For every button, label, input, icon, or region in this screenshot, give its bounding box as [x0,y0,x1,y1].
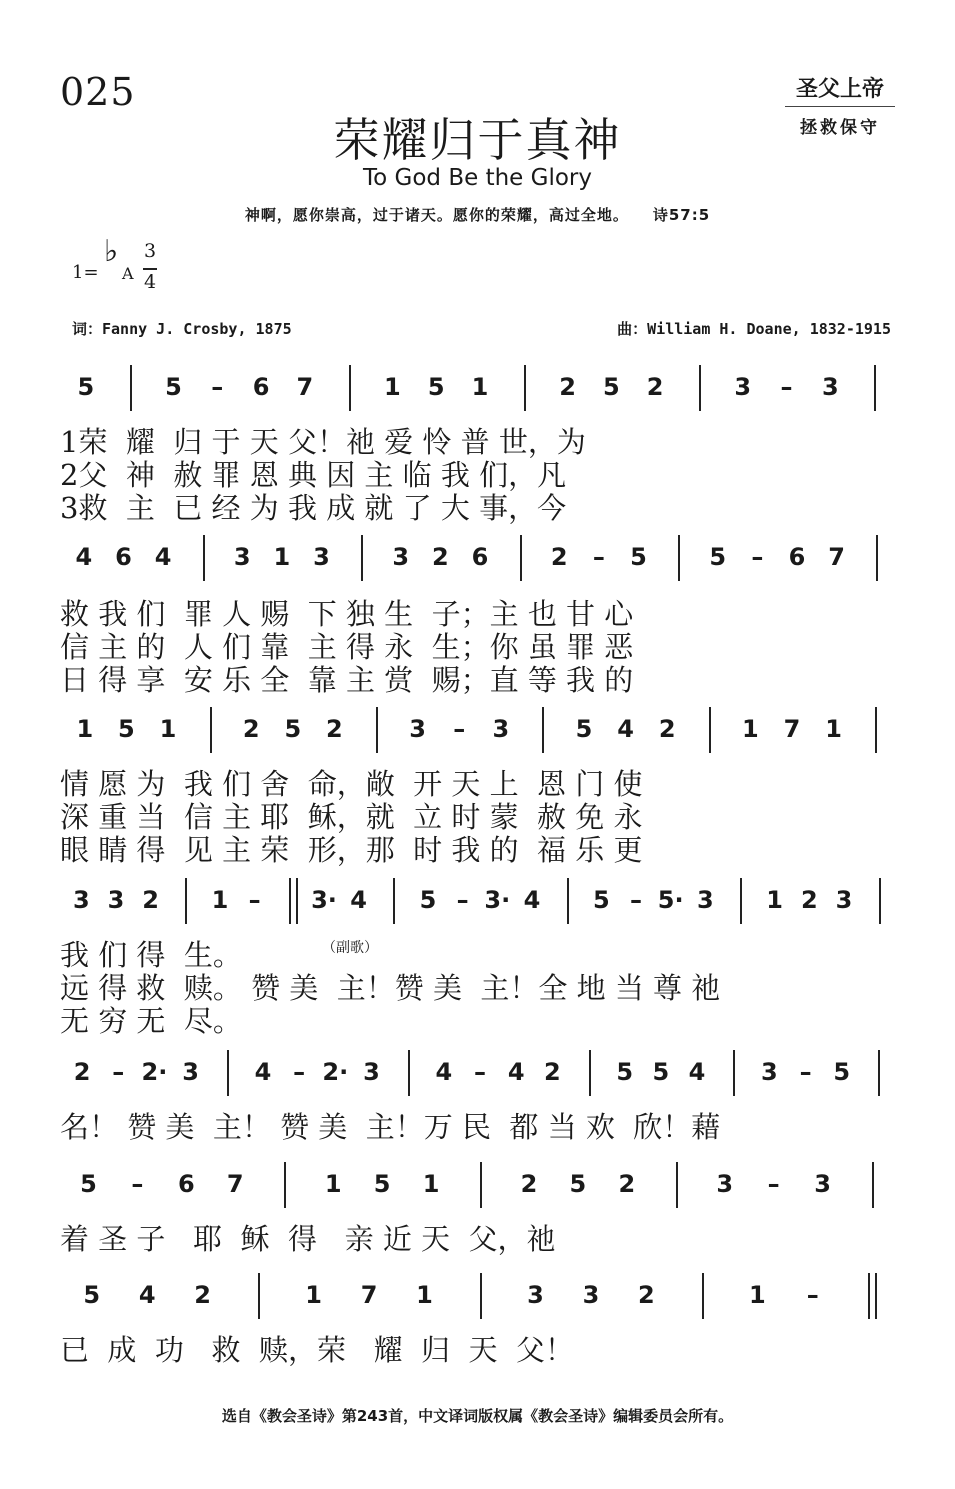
note: 2 [432,543,449,571]
lyrics-block [60,1217,900,1256]
note: – [630,886,642,914]
barline [480,1162,482,1208]
composer: 曲：William H. Doane, 1832-1915 [617,320,891,338]
note: 5 [77,373,95,401]
barline [702,1273,704,1319]
lyrics-block [60,592,900,697]
note: 2 [658,715,676,743]
note: 2 [520,1170,538,1198]
barline [520,535,522,581]
note: 7 [360,1281,378,1309]
note: 3 [363,1058,380,1086]
note: 2 [550,543,568,571]
note: 2 [559,373,576,401]
notation-row [64,1050,896,1096]
note: – [456,886,469,914]
category-main: 圣父上帝 [785,72,895,107]
note: 5 [373,1170,391,1198]
hymn-title: 荣耀归于真神 [333,113,622,167]
note: 6 [788,543,806,571]
note: 6 [115,543,132,571]
note: 6 [177,1170,195,1198]
barline [480,1273,482,1319]
note: 3 [761,1058,778,1086]
note: 7 [783,715,801,743]
note: 2 [73,1058,91,1086]
note: 3 [313,543,330,571]
note: 5 [569,1170,587,1198]
note: 5 [603,373,620,401]
barline [589,1050,591,1096]
note: – [453,715,466,743]
lyric-line: 已 成 功 救 赎，荣 耀 归 天 父！ [60,1333,574,1367]
barline [874,365,876,411]
footer-note: 选自《教会圣诗》第243首，中文译词版权属《教会圣诗》编辑委员会所有。 [221,1407,734,1425]
lyric-line: 救 我 们 罪 人 赐 下 独 生 子；主 也 甘 心 [60,597,634,631]
note: 1 [305,1281,322,1309]
flat-icon: ♭ [104,234,119,269]
note: 5 [427,373,445,401]
scripture-verse [0,204,955,225]
note: 1 [159,715,177,743]
lyric-line: 3救 主 已 经 为 我 成 就 了 大 事，今 [60,491,567,525]
note: 3 [821,373,839,401]
note: 3 [835,886,853,914]
barline [408,1050,410,1096]
note: 4 [688,1058,706,1086]
barline [393,878,395,924]
note: 7 [296,373,314,401]
note: 3 [392,543,410,571]
note: 4 [523,886,541,914]
barline [709,707,711,753]
lyric-line: 信 主 的 人 们 靠 主 得 永 生；你 虽 罪 恶 [60,630,634,664]
note: – [112,1058,125,1086]
note: 2· [322,1058,349,1086]
lyric-line: 深 重 当 信 主 耶 稣，就 立 时 蒙 赦 免 永 [60,800,643,834]
note: 3 [716,1170,734,1198]
barline [130,365,132,411]
note: 4 [254,1058,272,1086]
note: 5 [118,715,135,743]
key-prefix: 1= [72,262,99,283]
note: 4 [507,1058,525,1086]
key-letter: A [122,264,134,283]
note: 1 [742,715,759,743]
lyric-line: 名！ 赞 美 主！ 赞 美 主！万 民 都 当 欢 欣！藉 [60,1110,721,1144]
note: 3· [484,886,511,914]
note: 5 [709,543,727,571]
note: 7 [226,1170,244,1198]
barline [284,1162,286,1208]
time-denominator: 4 [144,271,157,293]
note: 3 [582,1281,600,1309]
note: 1 [273,543,291,571]
lyricist: 词：Fanny J. Crosby, 1875 [72,320,292,338]
notation-row [64,535,896,581]
note: 5 [80,1170,97,1198]
note: – [592,543,605,571]
lyric-line: 着 圣 子 耶 稣 得 亲 近 天 父，祂 [60,1222,556,1256]
notation-row [64,1162,896,1208]
category-sub: 拯救保守 [800,118,880,138]
double-barline [868,1273,877,1319]
note: – [131,1170,144,1198]
note: 5 [165,373,182,401]
note: 2 [326,715,343,743]
barline [185,878,187,924]
note: – [780,373,793,401]
note: 5 [652,1058,670,1086]
lyric-line: 无 穷 无 尽。 [60,1004,242,1038]
note: 1 [748,1281,766,1309]
double-barline [289,878,298,924]
notation-row [64,365,896,411]
notation-row [64,707,896,753]
note: 5 [616,1058,634,1086]
lyric-line: 眼 睛 得 见 主 荣 形，那 时 我 的 福 乐 更 [60,833,643,867]
note: 1 [471,373,489,401]
barline [872,1162,874,1208]
barline [203,535,205,581]
credits [72,318,891,339]
note: 3 [492,715,510,743]
note: 3 [527,1281,544,1309]
note: 3 [734,373,752,401]
note: 1 [416,1281,433,1309]
note: 1 [211,886,229,914]
note: 1 [766,886,784,914]
note: 3· [311,886,337,914]
note: 3 [233,543,251,571]
barline [258,1273,260,1319]
lyrics-block [60,933,900,1038]
note: 2 [194,1281,212,1309]
note: 4 [435,1058,453,1086]
time-fraction-line [143,268,157,270]
note: – [293,1058,306,1086]
note: 5 [575,715,593,743]
note: 6 [252,373,270,401]
notation-row [64,878,896,924]
note: – [248,886,261,914]
barline [567,878,569,924]
note: 5 [833,1058,851,1086]
note: 2 [242,715,260,743]
note: 3 [182,1058,199,1086]
note: – [806,1281,819,1309]
lyric-line: 我 们 得 生。 [60,938,242,972]
note: 3 [814,1170,831,1198]
barline [878,1050,880,1096]
note: 2 [800,886,818,914]
lyrics-block [60,1328,900,1367]
barline [542,707,544,753]
barline [676,1162,678,1208]
hymn-subtitle: To God Be the Glory [363,165,592,191]
lyric-line: 日 得 享 安 乐 全 靠 主 赏 赐；直 等 我 的 [60,663,634,697]
chorus-label: （副歌） [322,940,378,956]
lyric-line: 2父 神 赦 罪 恩 典 因 主 临 我 们，凡 [60,458,567,492]
note: 3 [696,886,714,914]
note: 4 [350,886,368,914]
barline [361,535,363,581]
lyric-line: 情 愿 为 我 们 舍 命，敞 开 天 上 恩 门 使 [60,767,643,801]
note: – [751,543,764,571]
note: 1 [422,1170,440,1198]
barline [733,1050,735,1096]
note: 2 [646,373,664,401]
note: 4 [154,543,172,571]
note: 3 [72,886,90,914]
note: 2 [543,1058,561,1086]
note: 1 [76,715,94,743]
note: 1 [324,1170,342,1198]
note: 5 [630,543,647,571]
note: 3 [107,886,125,914]
lyric-line: 远 得 救 赎。 赞 美 主！赞 美 主！全 地 当 尊 祂 [60,971,721,1005]
barline [678,535,680,581]
note: – [767,1170,780,1198]
note: 3 [409,715,426,743]
note: 4 [138,1281,156,1309]
time-numerator: 3 [144,240,157,262]
barline [879,878,881,924]
barline [349,365,351,411]
barline [376,707,378,753]
note: 5 [592,886,610,914]
note: 1 [384,373,401,401]
note: 4 [617,715,634,743]
barline [524,365,526,411]
barline [740,878,742,924]
hymn-number: 025 [60,70,136,114]
barline [876,535,878,581]
lyric-line: 1荣 耀 归 于 天 父！祂 爱 怜 普 世，为 [60,425,586,459]
lyrics-block [60,1105,900,1144]
note: 5 [83,1281,101,1309]
barline [699,365,701,411]
note: 7 [828,543,845,571]
note: – [799,1058,812,1086]
lyrics-block [60,762,900,867]
note: 2· [141,1058,168,1086]
note: 2 [638,1281,655,1309]
barline [210,707,212,753]
note: – [211,373,224,401]
verse-ref: 诗57:5 [652,206,711,224]
note: 6 [471,543,489,571]
notation-row [64,1273,896,1319]
verse-text: 神啊，愿你崇高，过于诸天。愿你的荣耀，高过全地。 [244,206,629,224]
note: – [474,1058,486,1086]
barline [875,707,877,753]
note: 4 [75,543,93,571]
lyrics-block [60,420,900,525]
note: 5 [419,886,437,914]
barline [227,1050,229,1096]
note: 5 [284,715,302,743]
note: 5· [657,886,684,914]
note: 2 [618,1170,636,1198]
note: 2 [142,886,160,914]
note: 1 [825,715,842,743]
